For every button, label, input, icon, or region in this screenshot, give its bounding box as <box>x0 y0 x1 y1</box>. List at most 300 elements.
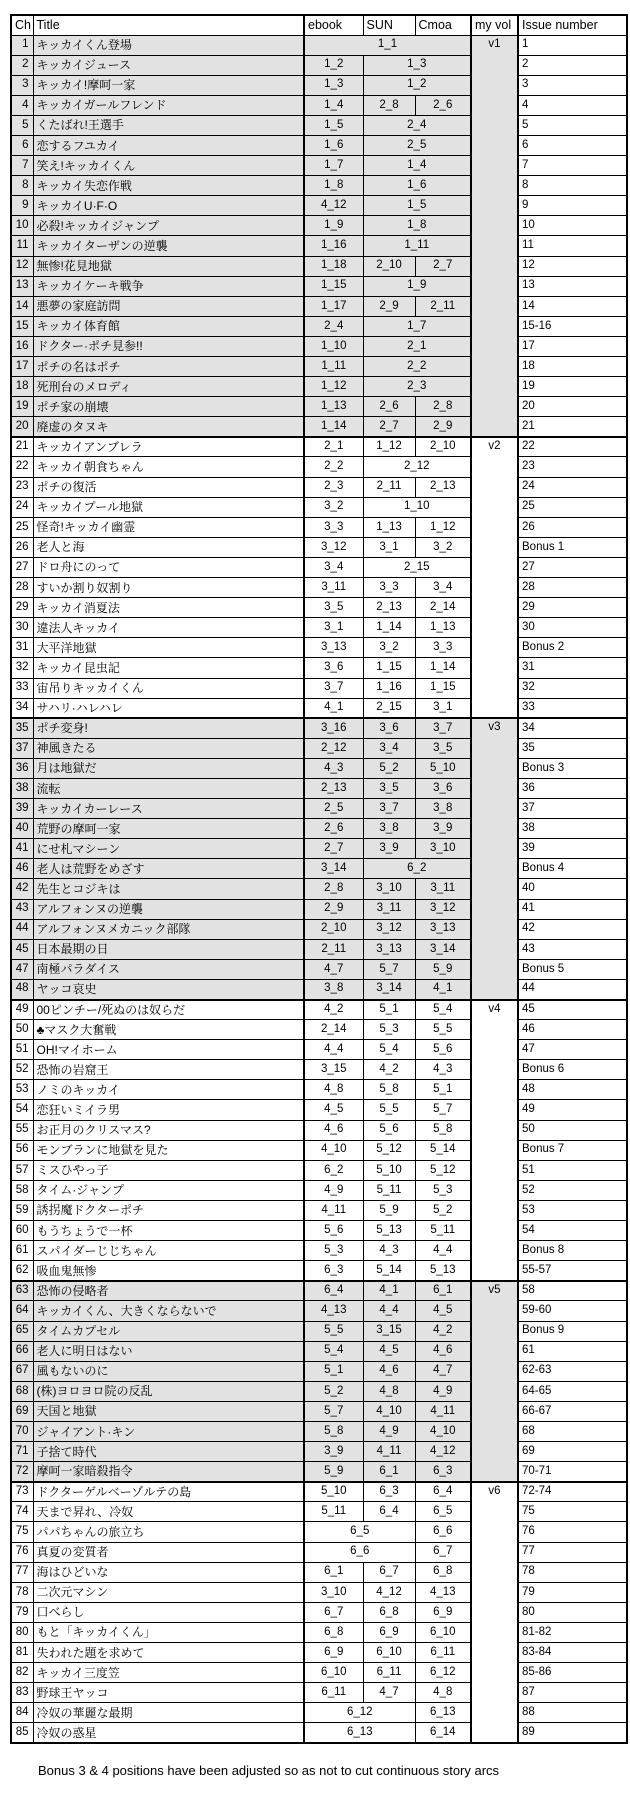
table-row <box>11 296 627 316</box>
sun-cmoa-cell: 2_5 <box>363 135 471 155</box>
ebook-cell: 3_2 <box>304 497 363 517</box>
cmoa-cell: 4_8 <box>415 1683 471 1703</box>
cmoa-cell: 3_5 <box>415 738 471 758</box>
issue-number-cell: 39 <box>518 839 627 859</box>
table-row <box>11 1020 627 1040</box>
sun-cell: 4_8 <box>363 1381 415 1401</box>
chapter-number-cell: 60 <box>11 1221 33 1241</box>
ebook-cell: 3_15 <box>304 1060 363 1080</box>
chapter-number-cell: 37 <box>11 738 33 758</box>
col-header-title: Title <box>33 15 304 35</box>
chapter-number-cell: 46 <box>11 859 33 879</box>
issue-number-cell: Bonus 4 <box>518 859 627 879</box>
cmoa-cell: 1_13 <box>415 618 471 638</box>
sun-cell: 4_1 <box>363 1281 415 1301</box>
issue-number-cell: 20 <box>518 397 627 417</box>
chapter-title-cell: 怪奇!キッカイ幽霊 <box>33 517 304 537</box>
sun-cell: 6_11 <box>363 1663 415 1683</box>
sun-cell: 5_4 <box>363 1040 415 1060</box>
cmoa-cell: 2_9 <box>415 417 471 437</box>
issue-number-cell: 35 <box>518 738 627 758</box>
sun-cell: 1_12 <box>363 437 415 457</box>
sun-cell: 2_7 <box>363 417 415 437</box>
chapter-title-cell: 南極パラダイス <box>33 959 304 979</box>
table-row <box>11 336 627 356</box>
ebook-cell: 2_9 <box>304 899 363 919</box>
table-row <box>11 537 627 557</box>
table-row <box>11 1582 627 1602</box>
issue-number-cell: 45 <box>518 1000 627 1020</box>
sun-cell: 5_8 <box>363 1080 415 1100</box>
table-row <box>11 557 627 577</box>
chapter-number-cell: 54 <box>11 1100 33 1120</box>
sun-cell: 5_7 <box>363 959 415 979</box>
issue-number-cell: 7 <box>518 156 627 176</box>
issue-number-cell: 25 <box>518 497 627 517</box>
sun-cell: 1_16 <box>363 678 415 698</box>
sun-cmoa-cell: 2_12 <box>363 457 471 477</box>
chapter-number-cell: 25 <box>11 517 33 537</box>
issue-number-cell: 6 <box>518 135 627 155</box>
table-row <box>11 135 627 155</box>
ebook-cell: 1_17 <box>304 296 363 316</box>
issue-number-cell: 48 <box>518 1080 627 1100</box>
ebook-cell: 6_11 <box>304 1683 363 1703</box>
issue-number-cell: 8 <box>518 176 627 196</box>
chapter-number-cell: 2 <box>11 55 33 75</box>
sun-cell: 6_3 <box>363 1482 415 1502</box>
cmoa-cell: 2_10 <box>415 437 471 457</box>
chapter-title-cell: キッカイガールフレンド <box>33 95 304 115</box>
cmoa-cell: 3_11 <box>415 879 471 899</box>
issue-number-cell: 68 <box>518 1421 627 1441</box>
issue-number-cell: 24 <box>518 477 627 497</box>
issue-number-cell: 2 <box>518 55 627 75</box>
table-row <box>11 1321 627 1341</box>
chapter-title-cell: ドロ舟にのって <box>33 557 304 577</box>
ebook-cell: 3_14 <box>304 859 363 879</box>
chapter-number-cell: 21 <box>11 437 33 457</box>
chapter-number-cell: 18 <box>11 377 33 397</box>
issue-number-cell: 30 <box>518 618 627 638</box>
ebook-cell: 5_2 <box>304 1381 363 1401</box>
ebook-cell: 1_15 <box>304 276 363 296</box>
table-row <box>11 839 627 859</box>
issue-number-cell: 59-60 <box>518 1301 627 1321</box>
sun-cmoa-cell: 1_9 <box>363 276 471 296</box>
chapter-number-cell: 29 <box>11 598 33 618</box>
ebook-cell: 3_9 <box>304 1442 363 1462</box>
chapter-number-cell: 32 <box>11 658 33 678</box>
chapter-number-cell: 55 <box>11 1120 33 1140</box>
cmoa-cell: 4_2 <box>415 1321 471 1341</box>
issue-number-cell: 31 <box>518 658 627 678</box>
chapter-title-cell: キッカイケーキ戦争 <box>33 276 304 296</box>
chapter-number-cell: 62 <box>11 1261 33 1281</box>
cmoa-cell: 5_3 <box>415 1180 471 1200</box>
issue-number-cell: 17 <box>518 336 627 356</box>
sun-cell: 3_14 <box>363 979 415 999</box>
chapter-title-cell: 恋狂いミイラ男 <box>33 1100 304 1120</box>
issue-number-cell: 50 <box>518 1120 627 1140</box>
chapter-title-cell: キッカイ三度笠 <box>33 1663 304 1683</box>
table-row <box>11 1361 627 1381</box>
issue-number-cell: 9 <box>518 196 627 216</box>
chapter-number-cell: 28 <box>11 578 33 598</box>
sun-cell: 3_9 <box>363 839 415 859</box>
sun-cell: 3_11 <box>363 899 415 919</box>
chapter-title-cell: 宙吊りキッカイくん <box>33 678 304 698</box>
ebook-cell: 5_11 <box>304 1502 363 1522</box>
ebook-cell: 6_7 <box>304 1602 363 1622</box>
table-row <box>11 457 627 477</box>
cmoa-cell: 6_6 <box>415 1522 471 1542</box>
sun-cmoa-cell: 1_8 <box>363 216 471 236</box>
issue-number-cell: 15-16 <box>518 316 627 336</box>
table-row <box>11 1200 627 1220</box>
ebook-cell: 3_6 <box>304 658 363 678</box>
issue-number-cell: 22 <box>518 437 627 457</box>
chapter-title-cell: 野球王ヤッコ <box>33 1683 304 1703</box>
table-row <box>11 859 627 879</box>
chapter-title-cell: 誘拐魔ドクターポチ <box>33 1200 304 1220</box>
table-row <box>11 1622 627 1642</box>
chapter-title-cell: キッカイプール地獄 <box>33 497 304 517</box>
chapter-title-cell: 真夏の変質者 <box>33 1542 304 1562</box>
ebook-cell: 3_11 <box>304 578 363 598</box>
col-header-my-vol: my vol <box>471 15 518 35</box>
chapter-number-cell: 64 <box>11 1301 33 1321</box>
chapter-number-cell: 7 <box>11 156 33 176</box>
cmoa-cell: 5_5 <box>415 1020 471 1040</box>
table-row <box>11 196 627 216</box>
sun-cell: 3_13 <box>363 939 415 959</box>
ebook-sun-cell: 6_5 <box>304 1522 415 1542</box>
chapter-number-cell: 40 <box>11 819 33 839</box>
sun-cell: 5_14 <box>363 1261 415 1281</box>
chapter-number-cell: 35 <box>11 718 33 738</box>
sun-cell: 4_12 <box>363 1582 415 1602</box>
cmoa-cell: 5_11 <box>415 1221 471 1241</box>
cmoa-cell: 5_8 <box>415 1120 471 1140</box>
col-header-ch: Ch <box>11 15 33 35</box>
chapter-number-cell: 53 <box>11 1080 33 1100</box>
chapter-title-cell: 冷奴の惑星 <box>33 1723 304 1743</box>
sun-cmoa-cell: 2_15 <box>363 557 471 577</box>
chapter-title-cell: キッカイ昆虫記 <box>33 658 304 678</box>
chapter-number-cell: 15 <box>11 316 33 336</box>
issue-number-cell: 88 <box>518 1703 627 1723</box>
ebook-cell: 4_2 <box>304 1000 363 1020</box>
sun-cell: 4_2 <box>363 1060 415 1080</box>
table-row <box>11 738 627 758</box>
chapter-number-cell: 51 <box>11 1040 33 1060</box>
my-vol-cell: v5 <box>471 1281 518 1482</box>
chapter-number-cell: 48 <box>11 979 33 999</box>
table-row <box>11 1462 627 1482</box>
table-body <box>11 35 627 1743</box>
chapter-number-cell: 41 <box>11 839 33 859</box>
sun-cell: 3_2 <box>363 638 415 658</box>
table-row <box>11 35 627 55</box>
chapter-title-cell: ジャイアント·キン <box>33 1421 304 1441</box>
table-row <box>11 115 627 135</box>
sun-cmoa-cell: 1_6 <box>363 176 471 196</box>
sun-cmoa-cell: 1_4 <box>363 156 471 176</box>
col-header-issue-number: Issue number <box>518 15 627 35</box>
ebook-cell: 4_4 <box>304 1040 363 1060</box>
table-row <box>11 1723 627 1743</box>
footnote: Bonus 3 & 4 positions have been adjusted so as not to cut continuous story arcs <box>38 1763 500 1778</box>
sun-cell: 4_10 <box>363 1401 415 1421</box>
table-row <box>11 216 627 236</box>
ebook-cell: 5_8 <box>304 1421 363 1441</box>
ebook-cell: 1_8 <box>304 176 363 196</box>
chapter-title-cell: キッカイ朝食ちゃん <box>33 457 304 477</box>
table-row <box>11 618 627 638</box>
issue-number-cell: 85-86 <box>518 1663 627 1683</box>
table-row <box>11 1502 627 1522</box>
chapter-title-cell: ドクターゲルベーゾルテの島 <box>33 1482 304 1502</box>
chapter-title-cell: 口べらし <box>33 1602 304 1622</box>
table-row <box>11 1100 627 1120</box>
chapter-title-cell: ミスひやっ子 <box>33 1160 304 1180</box>
chapter-title-cell: 老人と海 <box>33 537 304 557</box>
chapter-number-cell: 23 <box>11 477 33 497</box>
cmoa-cell: 6_5 <box>415 1502 471 1522</box>
ebook-sun-cell: 6_6 <box>304 1542 415 1562</box>
ebook-cell: 3_4 <box>304 557 363 577</box>
issue-number-cell: 62-63 <box>518 1361 627 1381</box>
table-row <box>11 819 627 839</box>
ebook-cell: 2_12 <box>304 738 363 758</box>
chapter-number-cell: 33 <box>11 678 33 698</box>
sun-cmoa-cell: 1_2 <box>363 75 471 95</box>
chapter-title-cell: 荒野の摩呵一家 <box>33 819 304 839</box>
table-row <box>11 1120 627 1140</box>
sun-cmoa-cell: 1_11 <box>363 236 471 256</box>
chapter-number-cell: 39 <box>11 799 33 819</box>
issue-number-cell: 69 <box>518 1442 627 1462</box>
table-row <box>11 256 627 276</box>
ebook-cell: 1_3 <box>304 75 363 95</box>
cmoa-cell: 5_2 <box>415 1200 471 1220</box>
issue-number-cell: 13 <box>518 276 627 296</box>
chapter-title-cell: 日本最期の日 <box>33 939 304 959</box>
issue-number-cell: 27 <box>518 557 627 577</box>
table-row <box>11 1000 627 1020</box>
cmoa-cell: 6_7 <box>415 1542 471 1562</box>
cmoa-cell: 6_14 <box>415 1723 471 1743</box>
table-row <box>11 517 627 537</box>
issue-number-cell: 55-57 <box>518 1261 627 1281</box>
sun-cell: 5_13 <box>363 1221 415 1241</box>
sun-cell: 4_6 <box>363 1361 415 1381</box>
ebook-cell: 3_3 <box>304 517 363 537</box>
ebook-cell: 4_5 <box>304 1100 363 1120</box>
sun-cell: 3_1 <box>363 537 415 557</box>
chapter-title-cell: もうちょうで一杯 <box>33 1221 304 1241</box>
table-row <box>11 1160 627 1180</box>
my-vol-cell: v2 <box>471 437 518 718</box>
ebook-cell: 4_12 <box>304 196 363 216</box>
table-row <box>11 95 627 115</box>
chapter-title-cell: アルフォンヌの逆襲 <box>33 899 304 919</box>
sun-cell: 3_4 <box>363 738 415 758</box>
chapter-title-cell: キッカイ消夏法 <box>33 598 304 618</box>
chapter-number-cell: 26 <box>11 537 33 557</box>
issue-number-cell: 42 <box>518 919 627 939</box>
ebook-cell: 6_4 <box>304 1281 363 1301</box>
issue-number-cell: 41 <box>518 899 627 919</box>
chapter-title-cell: 風もないのに <box>33 1361 304 1381</box>
chapter-title-cell: 死刑台のメロディ <box>33 377 304 397</box>
sun-cell: 3_8 <box>363 819 415 839</box>
table-row <box>11 1401 627 1421</box>
cmoa-cell: 4_1 <box>415 979 471 999</box>
chapter-number-cell: 74 <box>11 1502 33 1522</box>
issue-number-cell: 46 <box>518 1020 627 1040</box>
cmoa-cell: 4_5 <box>415 1301 471 1321</box>
ebook-cell: 2_1 <box>304 437 363 457</box>
chapter-title-cell: ドクター·ポチ見参!! <box>33 336 304 356</box>
issue-number-cell: Bonus 7 <box>518 1140 627 1160</box>
chapter-number-cell: 84 <box>11 1703 33 1723</box>
issue-number-cell: 83-84 <box>518 1643 627 1663</box>
issue-number-cell: 38 <box>518 819 627 839</box>
cmoa-cell: 2_6 <box>415 95 471 115</box>
chapter-title-cell: タイム·ジャンプ <box>33 1180 304 1200</box>
my-vol-cell: v4 <box>471 1000 518 1281</box>
issue-number-cell: 11 <box>518 236 627 256</box>
table-row <box>11 879 627 899</box>
ebook-cell: 1_12 <box>304 377 363 397</box>
chapter-number-cell: 83 <box>11 1683 33 1703</box>
chapter-title-cell: キッカイターザンの逆襲 <box>33 236 304 256</box>
issue-number-cell: 87 <box>518 1683 627 1703</box>
cmoa-cell: 3_13 <box>415 919 471 939</box>
table-row <box>11 578 627 598</box>
chapter-title-cell: キッカイU·F·O <box>33 196 304 216</box>
chapter-title-cell: もと「キッカイくん」 <box>33 1622 304 1642</box>
chapter-number-cell: 44 <box>11 919 33 939</box>
chapter-title-cell: 大平洋地獄 <box>33 638 304 658</box>
table-row <box>11 1542 627 1562</box>
chapter-title-cell: パパちゃんの旅立ち <box>33 1522 304 1542</box>
table-row <box>11 437 627 457</box>
chapter-number-cell: 10 <box>11 216 33 236</box>
chapter-number-cell: 50 <box>11 1020 33 1040</box>
table-row <box>11 1562 627 1582</box>
table-row <box>11 1522 627 1542</box>
ebook-cell: 1_2 <box>304 55 363 75</box>
issue-number-cell: 19 <box>518 377 627 397</box>
issue-number-cell: 51 <box>518 1160 627 1180</box>
chapter-number-cell: 11 <box>11 236 33 256</box>
table-row <box>11 417 627 437</box>
cmoa-cell: 5_4 <box>415 1000 471 1020</box>
chapter-number-cell: 76 <box>11 1542 33 1562</box>
ebook-cell: 3_16 <box>304 718 363 738</box>
chapter-title-cell: 天まで昇れ、冷奴 <box>33 1502 304 1522</box>
chapter-number-cell: 77 <box>11 1562 33 1582</box>
ebook-cell: 4_13 <box>304 1301 363 1321</box>
cmoa-cell: 4_4 <box>415 1241 471 1261</box>
cmoa-cell: 4_6 <box>415 1341 471 1361</box>
issue-number-cell: 4 <box>518 95 627 115</box>
chapter-title-cell: 神風きたる <box>33 738 304 758</box>
chapter-title-cell: すいか割り奴割り <box>33 578 304 598</box>
chapter-number-cell: 31 <box>11 638 33 658</box>
chapter-title-cell: 00ピンチー/死ぬのは奴らだ <box>33 1000 304 1020</box>
table-row <box>11 357 627 377</box>
cmoa-cell: 6_12 <box>415 1663 471 1683</box>
chapter-number-cell: 27 <box>11 557 33 577</box>
issue-number-cell: 77 <box>518 1542 627 1562</box>
chapter-title-cell: タイムカプセル <box>33 1321 304 1341</box>
issue-number-cell: 49 <box>518 1100 627 1120</box>
ebook-cell: 3_7 <box>304 678 363 698</box>
chapter-title-cell: キッカイ体育館 <box>33 316 304 336</box>
ebook-cell: 3_8 <box>304 979 363 999</box>
sun-cmoa-cell: 1_10 <box>363 497 471 517</box>
cmoa-cell: 5_14 <box>415 1140 471 1160</box>
issue-number-cell: 21 <box>518 417 627 437</box>
issue-number-cell: Bonus 2 <box>518 638 627 658</box>
chapter-number-cell: 66 <box>11 1341 33 1361</box>
cmoa-cell: 4_11 <box>415 1401 471 1421</box>
chapter-number-cell: 38 <box>11 778 33 798</box>
cmoa-cell: 3_9 <box>415 819 471 839</box>
ebook-cell: 5_3 <box>304 1241 363 1261</box>
cmoa-cell: 5_6 <box>415 1040 471 1060</box>
sun-cell: 2_6 <box>363 397 415 417</box>
issue-number-cell: Bonus 3 <box>518 758 627 778</box>
chapter-number-cell: 71 <box>11 1442 33 1462</box>
sun-cell: 2_11 <box>363 477 415 497</box>
ebook-cell: 4_6 <box>304 1120 363 1140</box>
issue-number-cell: 1 <box>518 35 627 55</box>
chapter-number-cell: 5 <box>11 115 33 135</box>
table-row <box>11 1281 627 1301</box>
sun-cell: 4_5 <box>363 1341 415 1361</box>
chapter-title-cell: 老人に明日はない <box>33 1341 304 1361</box>
issue-number-cell: 28 <box>518 578 627 598</box>
table-row <box>11 176 627 196</box>
chapter-number-cell: 43 <box>11 899 33 919</box>
chapter-number-cell: 16 <box>11 336 33 356</box>
issue-number-cell: 33 <box>518 698 627 718</box>
table-row <box>11 959 627 979</box>
ebook-cell: 5_10 <box>304 1482 363 1502</box>
issue-number-cell: 5 <box>518 115 627 135</box>
sun-cell: 2_9 <box>363 296 415 316</box>
ebook-cell: 3_1 <box>304 618 363 638</box>
issue-number-cell: Bonus 9 <box>518 1321 627 1341</box>
ebook-cell: 4_11 <box>304 1200 363 1220</box>
table-row <box>11 316 627 336</box>
cmoa-cell: 1_15 <box>415 678 471 698</box>
table-row <box>11 497 627 517</box>
chapter-title-cell: 必殺!キッカイジャンプ <box>33 216 304 236</box>
issue-number-cell: Bonus 5 <box>518 959 627 979</box>
table-row <box>11 1060 627 1080</box>
chapter-title-cell: アルフォンヌメカニック部隊 <box>33 919 304 939</box>
chapter-number-cell: 61 <box>11 1241 33 1261</box>
chapter-title-cell: 違法人キッカイ <box>33 618 304 638</box>
ebook-sun-cell: 6_13 <box>304 1723 415 1743</box>
table-row <box>11 899 627 919</box>
